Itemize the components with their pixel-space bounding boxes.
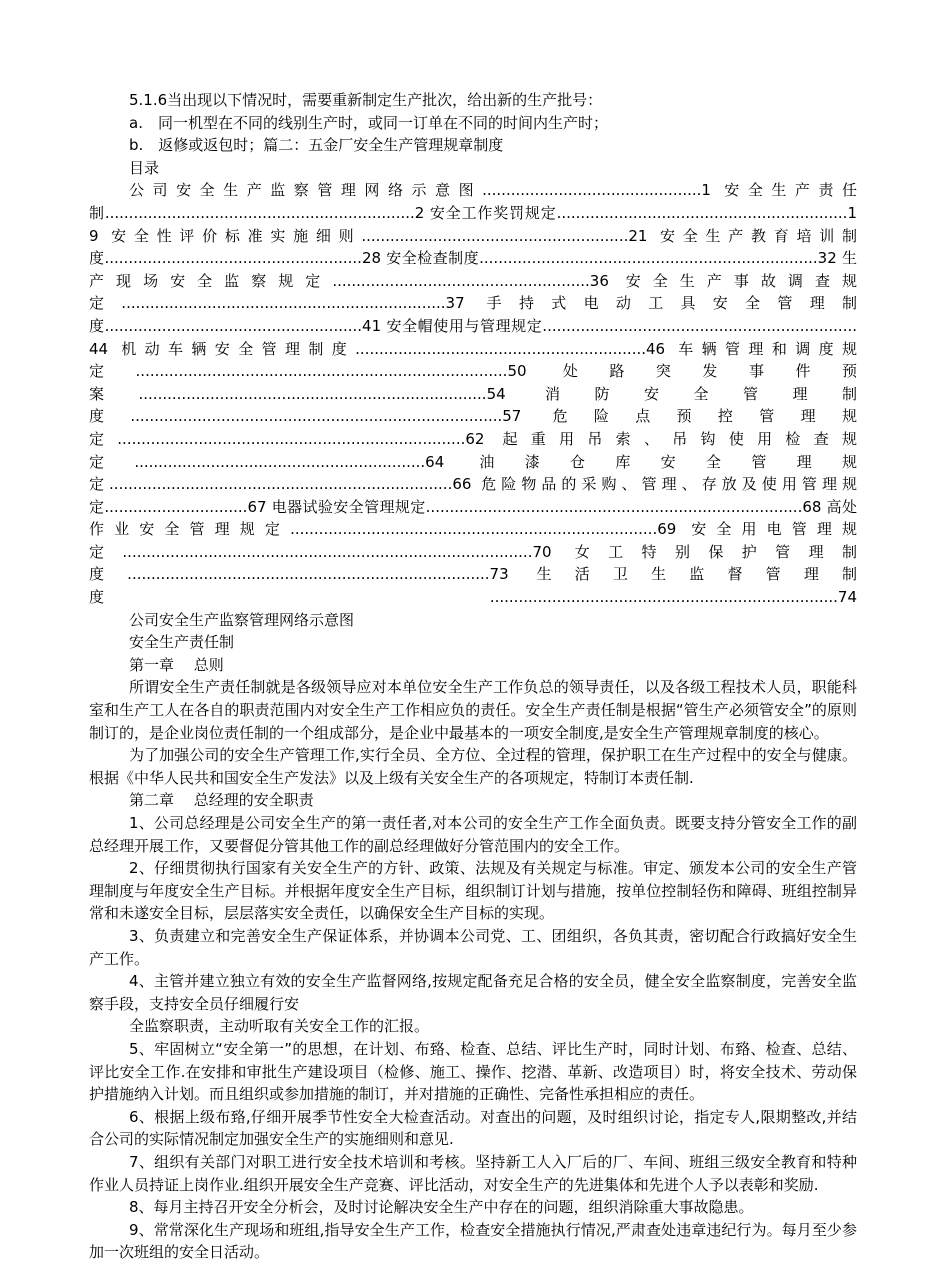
intro-line-2: a. 同一机型在不同的线别生产时，或同一订单在不同的时间内生产时； — [129, 113, 608, 132]
chapter-1-paragraph-2: 为了加强公司的安全生产管理工作,实行全员、全方位、全过程的管理，保护职工在生产过程中的安全与健康。根据《中华人民共和国安全生产发法》以及上级有关安全生产的各项规定，特制订本责任制. — [89, 746, 857, 787]
chapter-2-paragraph-9: 9、常常深化生产现场和班组,指导安全生产工作，检查安全措施执行情况,严肃查处违章违纪行为。每月至少参加一次班组的安全日活动。 — [89, 1220, 857, 1262]
chapter-2-paragraph-2: 2、仔细贯彻执行国家有关安全生产的方针、政策、法规及有关规定与标准。审定、颁发本公司的安全生产管理制度与年度安全生产目标。并根据年度安全生产目标，组织制订计划与措施，按单位控制轻伤和障碍、班组控制异常和未遂安全目标，层层落实安全责任，以确保安全生产目标的实现。 — [89, 859, 857, 923]
chapter-2-paragraph-5: 5、牢固树立“安全第一”的思想，在计划、布臵、检查、总结、评比生产时，同时计划、布臵、检查、总结、评比安全工作.在安排和审批生产建设项目（检修、施工、操作、挖潜、革新、改造项目）时，将安全技术、劳动保护措施纳入计划。而且组织或参加措施的制订，并对措施的正确性、完备性承担相应的责任。 — [89, 1039, 857, 1104]
toc-body: 公司安全生产监察管理网络示意图..............................................1 安全生产责任制.................................................................2 安全工作奖罚规定.............................................................19 安全性评价标准实施细则........................................................21 安全生产教育培训制度......................................................28 安全检查制度.......................................................................32 生产现场安全监察规定......................................................36 安全生产事故调查规定....................................................................37 手持式电动工具安全管理制度......................................................41 安全帽使用与管理规定..................................................................44 机动车辆安全管理制度.............................................................46 车辆管理和调度规定..............................................................................50 处路突发事件预案.........................................................................54 消防安全管理制度..............................................................................57 危险点预控管理规定.........................................................................62 起重用吊索、吊钩使用检查规定.............................................................64 油漆仓库安全管理规定........................................................................66 危险物品的采购、管理、存放及使用管理规定..............................67 电器试验安全管理规定...............................................................................68 高处作业安全管理规定.............................................................................69 安全用电管理规定......................................................................................70 女工特别保护管理制度............................................................................73 生活卫生监督管理制度.........................................................................74 — [89, 181, 857, 607]
chapter-2-paragraph-4: 4、主管并建立独立有效的安全生产监督网络,按规定配备充足合格的安全员，健全安全监察制度，完善安全监察手段，支持安全员仔细履行安 — [89, 972, 857, 1013]
chapter-1-heading: 第一章 总则 — [129, 655, 224, 674]
toc-heading: 目录 — [129, 158, 160, 177]
chapter-2-paragraph-8: 8、每月主持召开安全分析会，及时讨论解决安全生产中存在的问题，组织消除重大事故隐患。 — [129, 1198, 754, 1217]
chapter-2-paragraph-7: 7、组织有关部门对职工进行安全技术培训和考核。坚持新工人入厂后的厂、车间、班组三级安全教育和特种作业人员持证上岗作业.组织开展安全生产竞赛、评比活动，对安全生产的先进集体和先进个人予以表彰和奖励. — [89, 1152, 857, 1194]
chapter-1-paragraph-1: 所谓安全生产责任制就是各级领导应对本单位安全生产工作负总的领导责任，以及各级工程技术人员，职能科室和生产工人在各自的职责范围内对安全生产工作相应负的责任。安全生产责任制是根据“管生产必须管安全”的原则制订的，是企业岗位责任制的一个组成部分，是企业中最基本的一项安全制度,是安全生产管理规章制度的核心。 — [89, 678, 857, 742]
intro-line-3: b. 返修或返包时；篇二：五金厂安全生产管理规章制度 — [129, 136, 504, 155]
chapter-2-paragraph-1: 1、公司总经理是公司安全生产的第一责任者,对本公司的安全生产工作全面负责。既要支持分管安全工作的副总经理开展工作，又要督促分管其他工作的副总经理做好分管范围内的安全工作。 — [89, 814, 857, 855]
intro-line-1: 5.1.6当出现以下情况时，需要重新制定生产批次，给出新的生产批号： — [129, 91, 603, 109]
section-title-network: 公司安全生产监察管理网络示意图 — [129, 610, 355, 629]
chapter-2-paragraph-4-continued: 全监察职责，主动听取有关安全工作的汇报。 — [129, 1017, 430, 1036]
chapter-2-paragraph-3: 3、负责建立和完善安全生产保证体系，并协调本公司党、工、团组织，各负其责，密切配合行政搞好安全生产工作。 — [89, 926, 857, 968]
section-title-responsibility: 安全生产责任制 — [129, 633, 235, 652]
document-page — [89, 89, 857, 1264]
chapter-2-paragraph-6: 6、根据上级布臵,仔细开展季节性安全大检查活动。对查出的问题，及时组织讨论，指定专人,限期整改,并结合公司的实际情况制定加强安全生产的实施细则和意见. — [89, 1107, 857, 1149]
chapter-2-heading: 第二章 总经理的安全职责 — [129, 791, 314, 810]
